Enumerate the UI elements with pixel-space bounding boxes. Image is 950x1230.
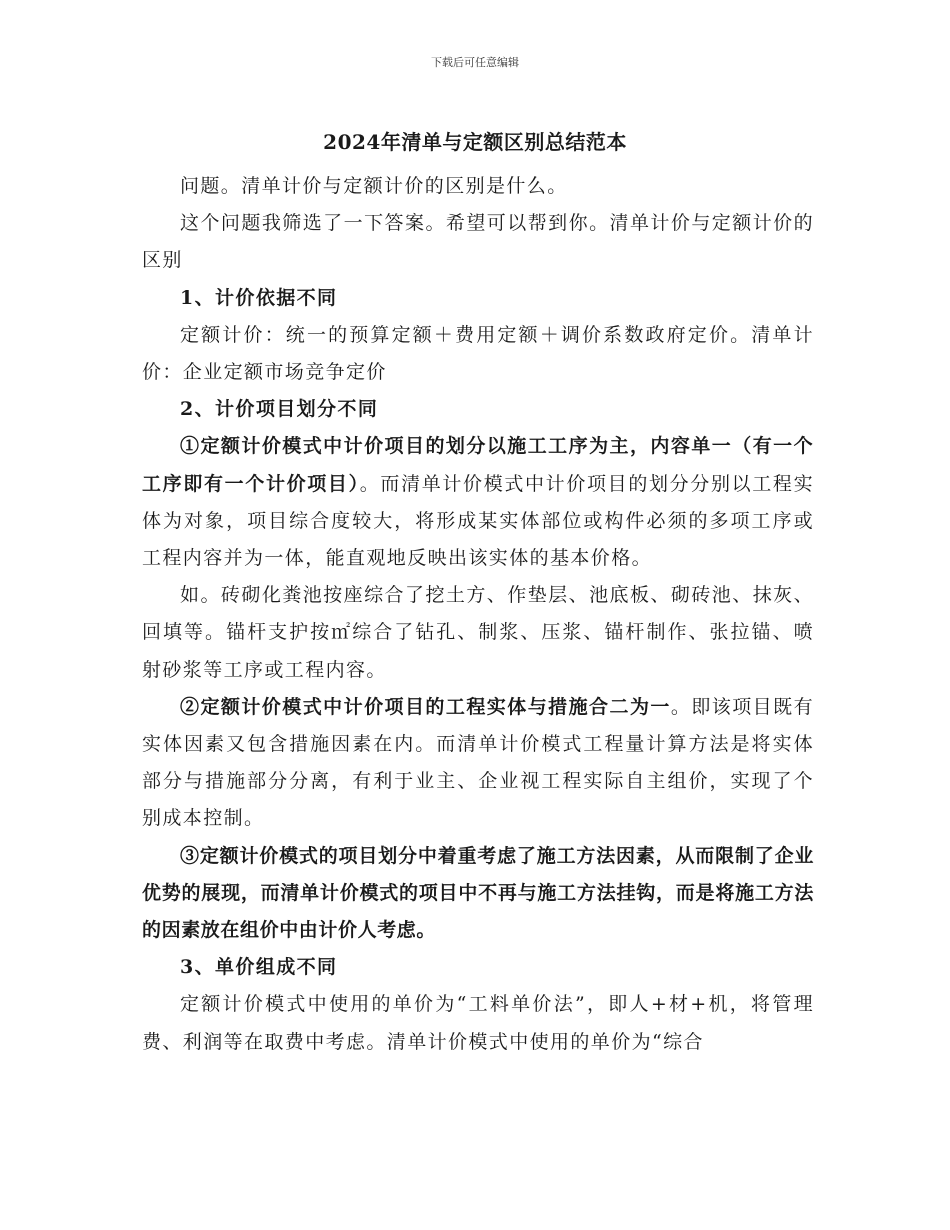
paragraph: 定额计价：统一的预算定额＋费用定额＋调价系数政府定价。清单计价：企业定额市场竞争定价: [142, 323, 814, 384]
paragraph: 如。砖砌化粪池按座综合了挖土方、作垫层、池底板、砌砖池、抹灰、回填等。锚杆支护按㎡综合了钻孔、制浆、压浆、锚杆制作、张拉锚、喷射砂浆等工序或工程内容。: [142, 584, 814, 681]
header-note: 下载后可任意编辑: [431, 56, 519, 69]
emphasis-text: ①定额计价模式中计价项目的划分以施工工序为主，内容单一（有一个工序即有一个计价项目）: [142, 435, 814, 495]
document-title: 2024年清单与定额区别总结范本: [323, 130, 627, 154]
paragraph: 问题。清单计价与定额计价的区别是什么。: [180, 175, 568, 197]
paragraph: [142, 428, 814, 577]
section-heading: 2、计价项目划分不同: [180, 398, 379, 421]
paragraph-text: 。而清单计价模式中计价项目的划分分别以工程实体为对象，项目综合度较大，将形成某实体部位或构件必须的多项工序或工程内容并为一体，能直观地反映出该实体的基本价格。: [142, 472, 814, 570]
paragraph: [142, 689, 814, 838]
emphasis-text: ②定额计价模式中计价项目的工程实体与措施合二为一: [180, 695, 671, 718]
section-heading: 1、计价依据不同: [180, 286, 338, 309]
paragraph: 这个问题我筛选了一下答案。希望可以帮到你。清单计价与定额计价的区别: [142, 212, 814, 272]
bold-paragraph: ③定额计价模式的项目划分中着重考虑了施工方法因素，从而限制了企业优势的展现，而清单计价模式的项目中不再与施工方法挂钩，而是将施工方法的因素放在组价中由计价人考虑。: [142, 844, 814, 942]
paragraph: 定额计价模式中使用的单价为“工料单价法”，即人+材+机，将管理费、利润等在取费中考虑。清单计价模式中使用的单价为“综合: [142, 993, 814, 1053]
paragraph-text: 。即该项目既有实体因素又包含措施因素在内。而清单计价模式工程量计算方法是将实体部分与措施部分分离，有利于业主、企业视工程实际自主组价，实现了个别成本控制。: [142, 695, 814, 830]
section-heading: 3、单价组成不同: [180, 956, 338, 979]
document-body: [142, 168, 814, 1061]
